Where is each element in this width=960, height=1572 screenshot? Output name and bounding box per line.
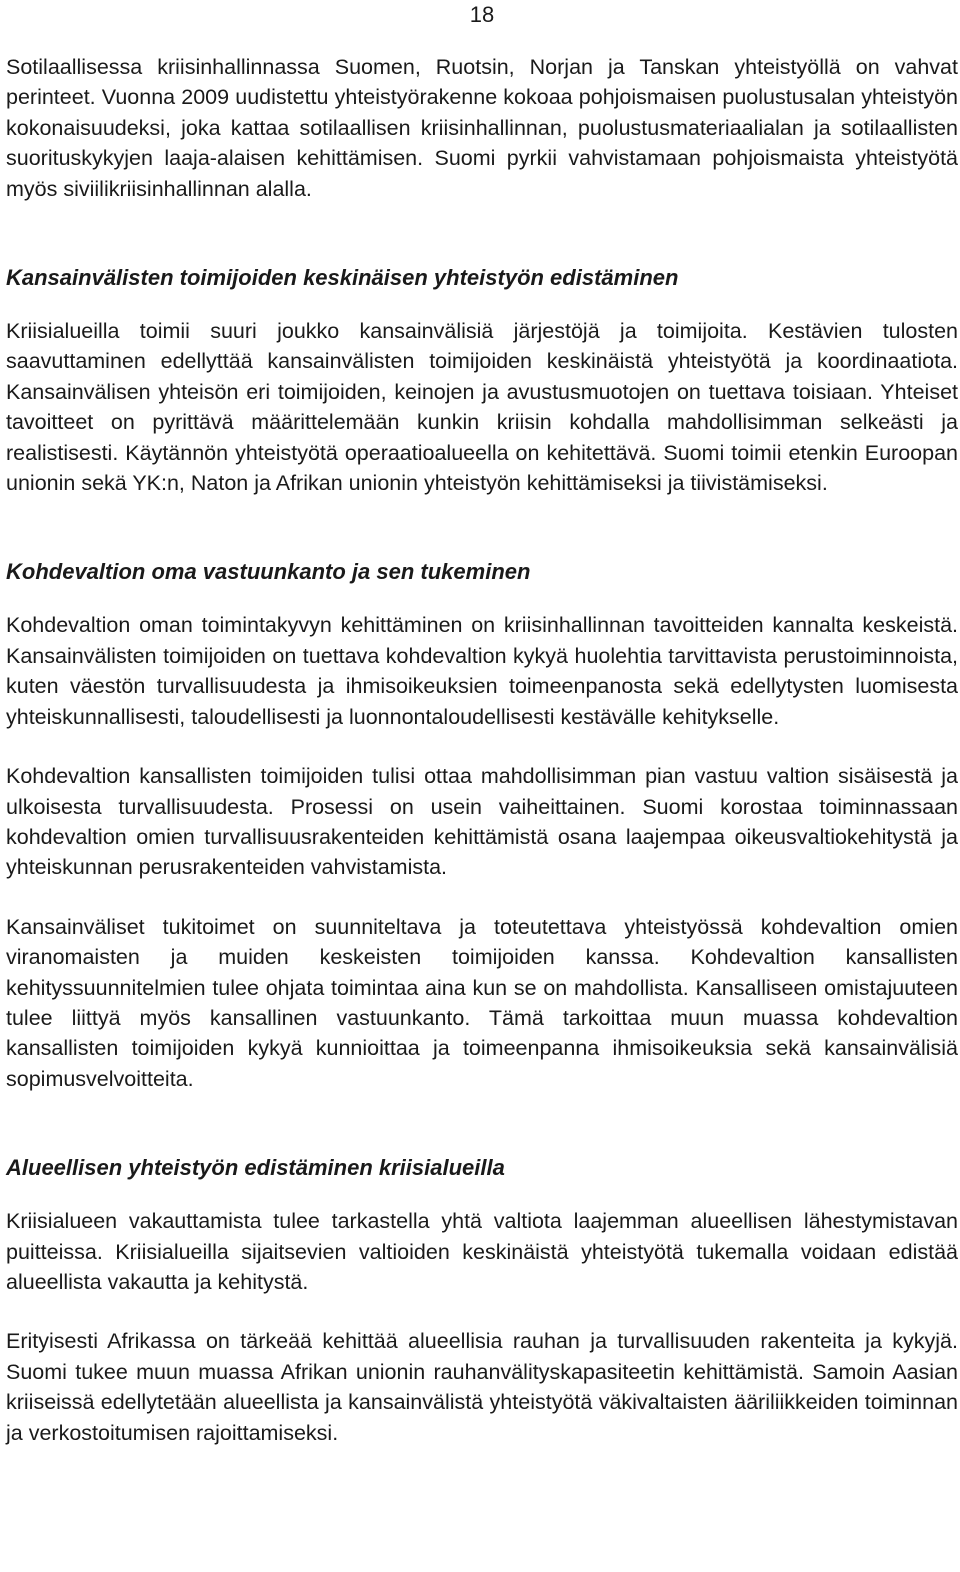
paragraph-host-state-2: Kohdevaltion kansallisten toimijoiden tulisi ottaa mahdollisimman pian vastuu valtion sisäisestä ja ulkoisesta turvallisuudesta. Prosessi on usein vaiheittainen. Suomi korostaa toiminnassaan kohdevaltion omien turvallisuusrakenteiden kehittämistä osana laajempaa oikeusvaltiokehitystä ja yhteiskunnan perusrakenteiden vahvistamista.: [6, 764, 958, 880]
heading-regional-cooperation: Alueellisen yhteistyön edistäminen kriisialueilla: [6, 1155, 505, 1181]
heading-international-actors: Kansainvälisten toimijoiden keskinäisen yhteistyön edistäminen: [6, 265, 679, 291]
paragraph-regional-1: Kriisialueen vakauttamista tulee tarkastella yhtä valtiota laajemman alueellisen lähestymistavan puitteissa. Kriisialueilla sijaitsevien valtioiden keskinäistä yhteistyötä tukemalla voidaan edistää alueellista vakautta ja kehitystä.: [6, 1209, 958, 1294]
heading-host-state: Kohdevaltion oma vastuunkanto ja sen tukeminen: [6, 559, 531, 585]
paragraph-regional-2: Erityisesti Afrikassa on tärkeää kehittää alueellisia rauhan ja turvallisuuden rakenteita ja kykyjä. Suomi tukee muun muassa Afrikan unionin rauhanvälityskapasiteetin kehittämistä. Samoin Aasian kriiseissä edellytetään alueellista ja kansainvälistä yhteistyötä väkivaltaisten ääriliikkeiden toiminnan ja verkostoitumisen rajoittamiseksi.: [6, 1329, 958, 1445]
page-content: [6, 52, 958, 1448]
paragraph-international-actors: Kriisialueilla toimii suuri joukko kansainvälisiä järjestöjä ja toimijoita. Kestävien tulosten saavuttaminen edellyttää kansainvälisten toimijoiden keskinäistä yhteistyötä ja koordinaatiota. Kansainvälisen yhteisön eri toimijoiden, keinojen ja avustusmuotojen on tuettava toisiaan. Yhteiset tavoitteet on pyrittävä määrittelemään kunkin kriisin kohdalla mahdollisimman selkeästi ja realistisesti. Käytännön yhteistyötä operaatioalueella on kehitettävä. Suomi toimii etenkin Euroopan unionin sekä YK:n, Naton ja Afrikan unionin yhteistyön kehittämiseksi ja tiivistämiseksi.: [6, 319, 958, 496]
page-number: 18: [469, 2, 495, 27]
paragraph-nordic-cooperation: Sotilaallisessa kriisinhallinnassa Suomen, Ruotsin, Norjan ja Tanskan yhteistyöllä on vahvat perinteet. Vuonna 2009 uudistettu yhteistyörakenne kokoaa pohjoismaisen puolustusalan yhteistyön kokonaisuudeksi, joka kattaa sotilaallisen kriisinhallinnan, puolustusmateriaalialan ja sotilaallisten suorituskykyjen laaja-alaisen kehittämisen. Suomi pyrkii vahvistamaan pohjoismaista yhteistyötä myös siviilikriisinhallinnan alalla.: [6, 55, 958, 201]
paragraph-host-state-3: Kansainväliset tukitoimet on suunniteltava ja toteutettava yhteistyössä kohdevaltion omien viranomaisten ja muiden keskeisten toimijoiden kanssa. Kohdevaltion kansallisten kehityssuunnitelmien tulee ohjata toimintaa aina kun se on mahdollista. Kansalliseen omistajuuteen tulee liittyä myös kansallinen vastuunkanto. Tämä tarkoittaa muun muassa kohdevaltion kansallisten toimijoiden kykyä kunnioittaa ja toimeenpanna ihmisoikeuksia sekä kansainvälisiä sopimusvelvoitteita.: [6, 914, 958, 1091]
paragraph-host-state-1: Kohdevaltion oman toimintakyvyn kehittäminen on kriisinhallinnan tavoitteiden kannalta keskeistä. Kansainvälisten toimijoiden on tuettava kohdevaltion kykyä huolehtia tarvittavista perustoiminnoista, kuten väestön turvallisuudesta ja ihmisoikeuksien toimeenpanosta sekä edellytysten luomisesta yhteiskunnallisesti, taloudellisesti ja luonnontaloudellisesti kestävälle kehitykselle.: [6, 613, 958, 729]
